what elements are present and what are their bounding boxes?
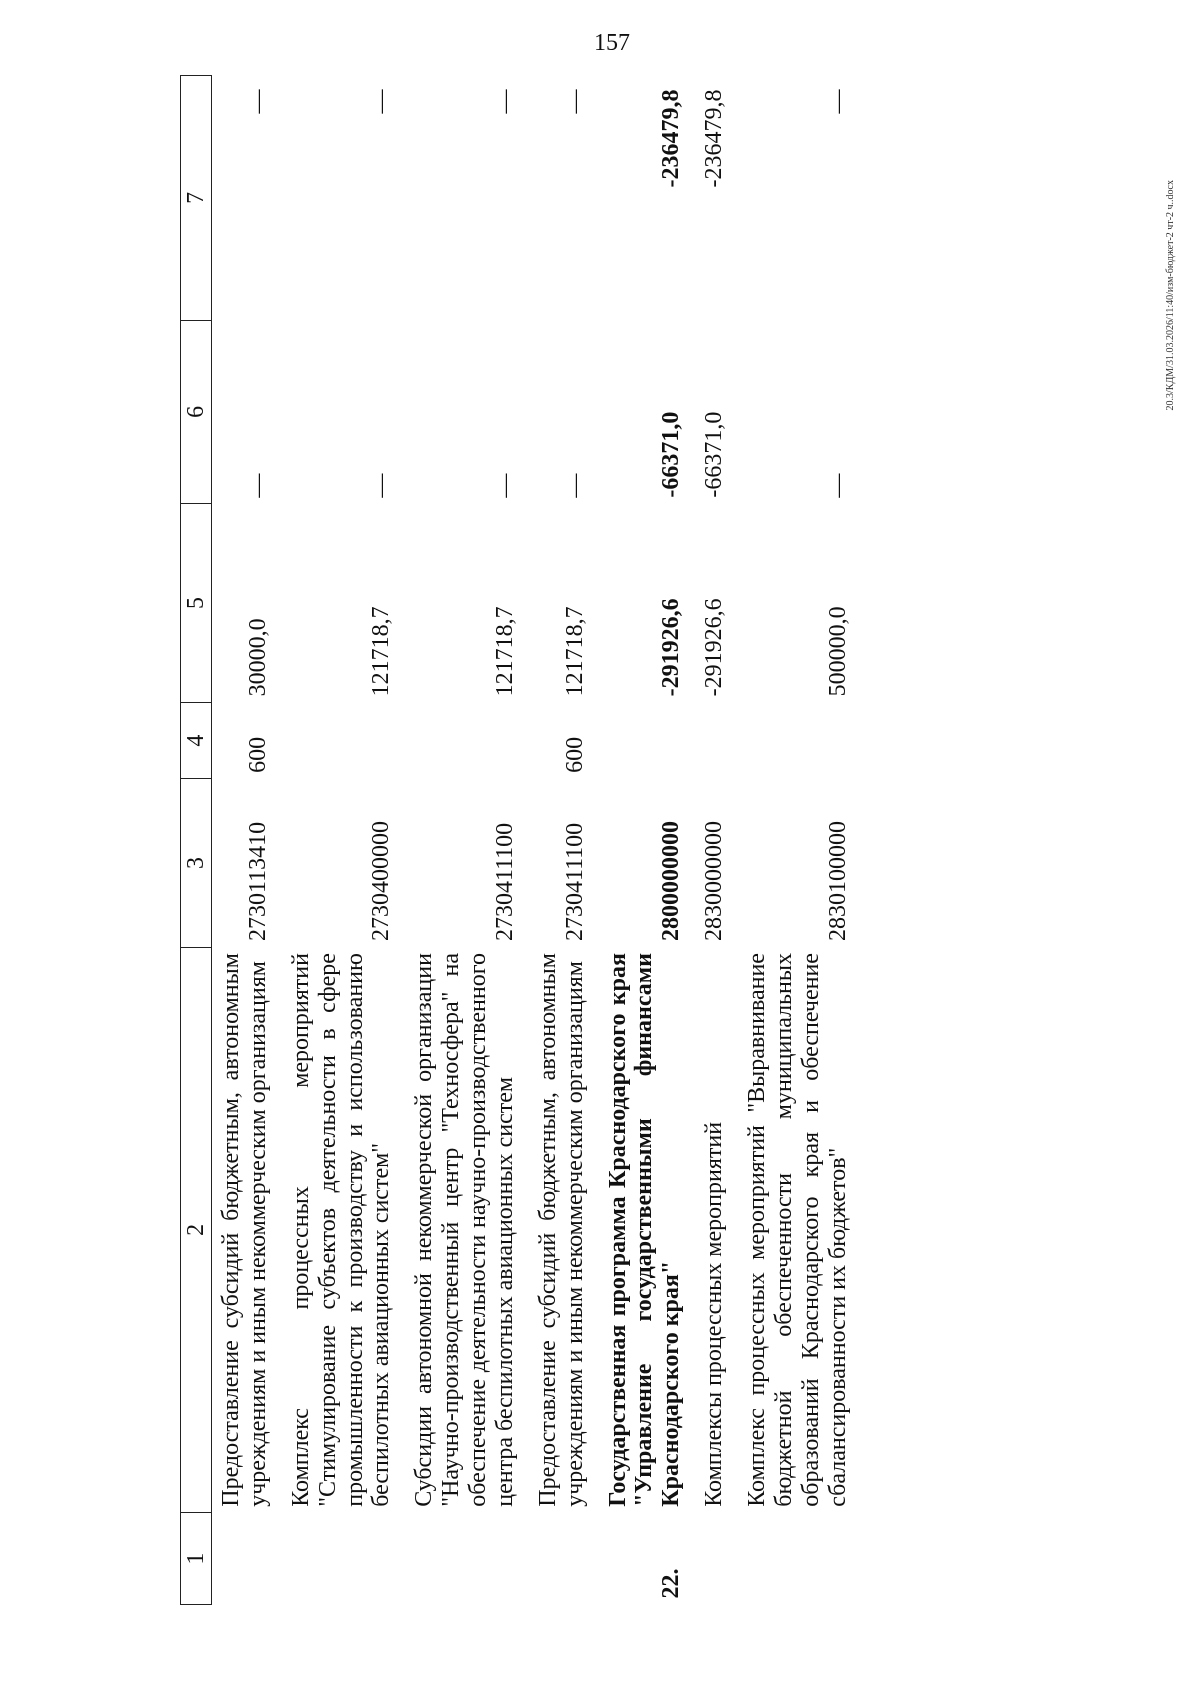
rotated-table-container	[180, 75, 1050, 1605]
row-type: 600	[244, 736, 271, 773]
header-cell: 6	[181, 320, 212, 503]
row-value-5: -291926,6	[658, 598, 685, 697]
table-row	[695, 76, 738, 1605]
row-number	[695, 1513, 738, 1605]
row-number	[405, 1513, 529, 1605]
row-value-5: 121718,7	[561, 606, 588, 697]
row-type	[695, 702, 738, 778]
row-value-6: -66371,0	[658, 411, 685, 498]
row-value-5: 121718,7	[491, 606, 518, 697]
row-name: Государственная программа Краснодарского края "Управление государственными финансами Краснодарского края"	[604, 953, 685, 1507]
row-number	[212, 1513, 282, 1605]
table-row-program	[599, 76, 696, 1605]
row-type: 600	[561, 736, 588, 773]
row-value-7: —	[491, 89, 518, 114]
row-code: 2730411100	[561, 822, 588, 942]
row-value-6: —	[244, 473, 271, 498]
row-value-5: -291926,6	[701, 598, 728, 697]
row-value-7: —	[824, 89, 851, 114]
row-number	[529, 1513, 599, 1605]
table-row	[529, 76, 599, 1605]
row-number: 22.	[658, 1568, 685, 1599]
row-value-6: -66371,0	[701, 411, 728, 498]
page-number: 157	[594, 30, 630, 56]
row-name: Комплексы процессных мероприятий	[701, 1121, 728, 1507]
row-code: 2730411100	[491, 822, 518, 942]
row-number	[282, 1513, 406, 1605]
header-cell: 1	[181, 1513, 212, 1605]
row-value-6: —	[368, 473, 395, 498]
header-cell: 2	[181, 947, 212, 1513]
table-header-row	[181, 76, 212, 1605]
row-name: Комплекс процессных мероприятий "Стимулирование субъектов деятельности в сфере промышленности к производству и использованию беспилотных авиационных систем"	[287, 953, 395, 1507]
row-value-7: —	[368, 89, 395, 114]
row-name: Предоставление субсидий бюджетным, автономным учреждениям и иным некоммерческим организациям	[218, 953, 271, 1507]
row-value-7: —	[244, 89, 271, 114]
table-row	[212, 76, 282, 1605]
row-type	[738, 702, 862, 778]
row-code: 2830100000	[824, 821, 851, 942]
row-value-5: 30000,0	[244, 618, 271, 697]
document-footer: 20.3/КДМ/31.03.2026/11:40/изм-бюджет-2 чт-2 ч..docx	[1165, 180, 1176, 411]
row-name: Субсидии автономной некоммерческой организации "Научно-производственный центр "Техносфера" на обеспечение деятельности научно-производственного центра беспилотных авиационных систем	[411, 953, 518, 1507]
row-code: 2800000000	[658, 821, 685, 942]
row-code: 2830000000	[701, 821, 728, 942]
table-row	[738, 76, 862, 1605]
header-cell: 3	[181, 779, 212, 947]
row-type	[282, 702, 406, 778]
table-row	[282, 76, 406, 1605]
row-code: 2730113410	[244, 821, 271, 942]
row-name: Комплекс процессных мероприятий "Выравнивание бюджетной обеспеченности муниципальных образований Краснодарского края и обеспечение сбалансированности их бюджетов"	[744, 953, 851, 1507]
header-cell: 7	[181, 76, 212, 321]
row-value-7: -236479,8	[658, 89, 685, 188]
row-value-5: 500000,0	[824, 606, 851, 697]
header-cell: 4	[181, 702, 212, 778]
row-value-7: -236479,8	[701, 89, 728, 188]
row-value-5: 121718,7	[368, 606, 395, 697]
budget-table	[180, 75, 862, 1605]
row-value-6: —	[561, 473, 588, 498]
row-code: 2730400000	[368, 821, 395, 942]
table-row	[405, 76, 529, 1605]
row-type	[405, 702, 529, 778]
row-name: Предоставление субсидий бюджетным, автономным учреждениям и иным некоммерческим организациям	[534, 953, 588, 1507]
row-value-6: —	[491, 473, 518, 498]
header-cell: 5	[181, 504, 212, 703]
row-type	[599, 702, 696, 778]
row-value-6: —	[824, 473, 851, 498]
row-number	[738, 1513, 862, 1605]
row-value-7: —	[561, 89, 588, 114]
